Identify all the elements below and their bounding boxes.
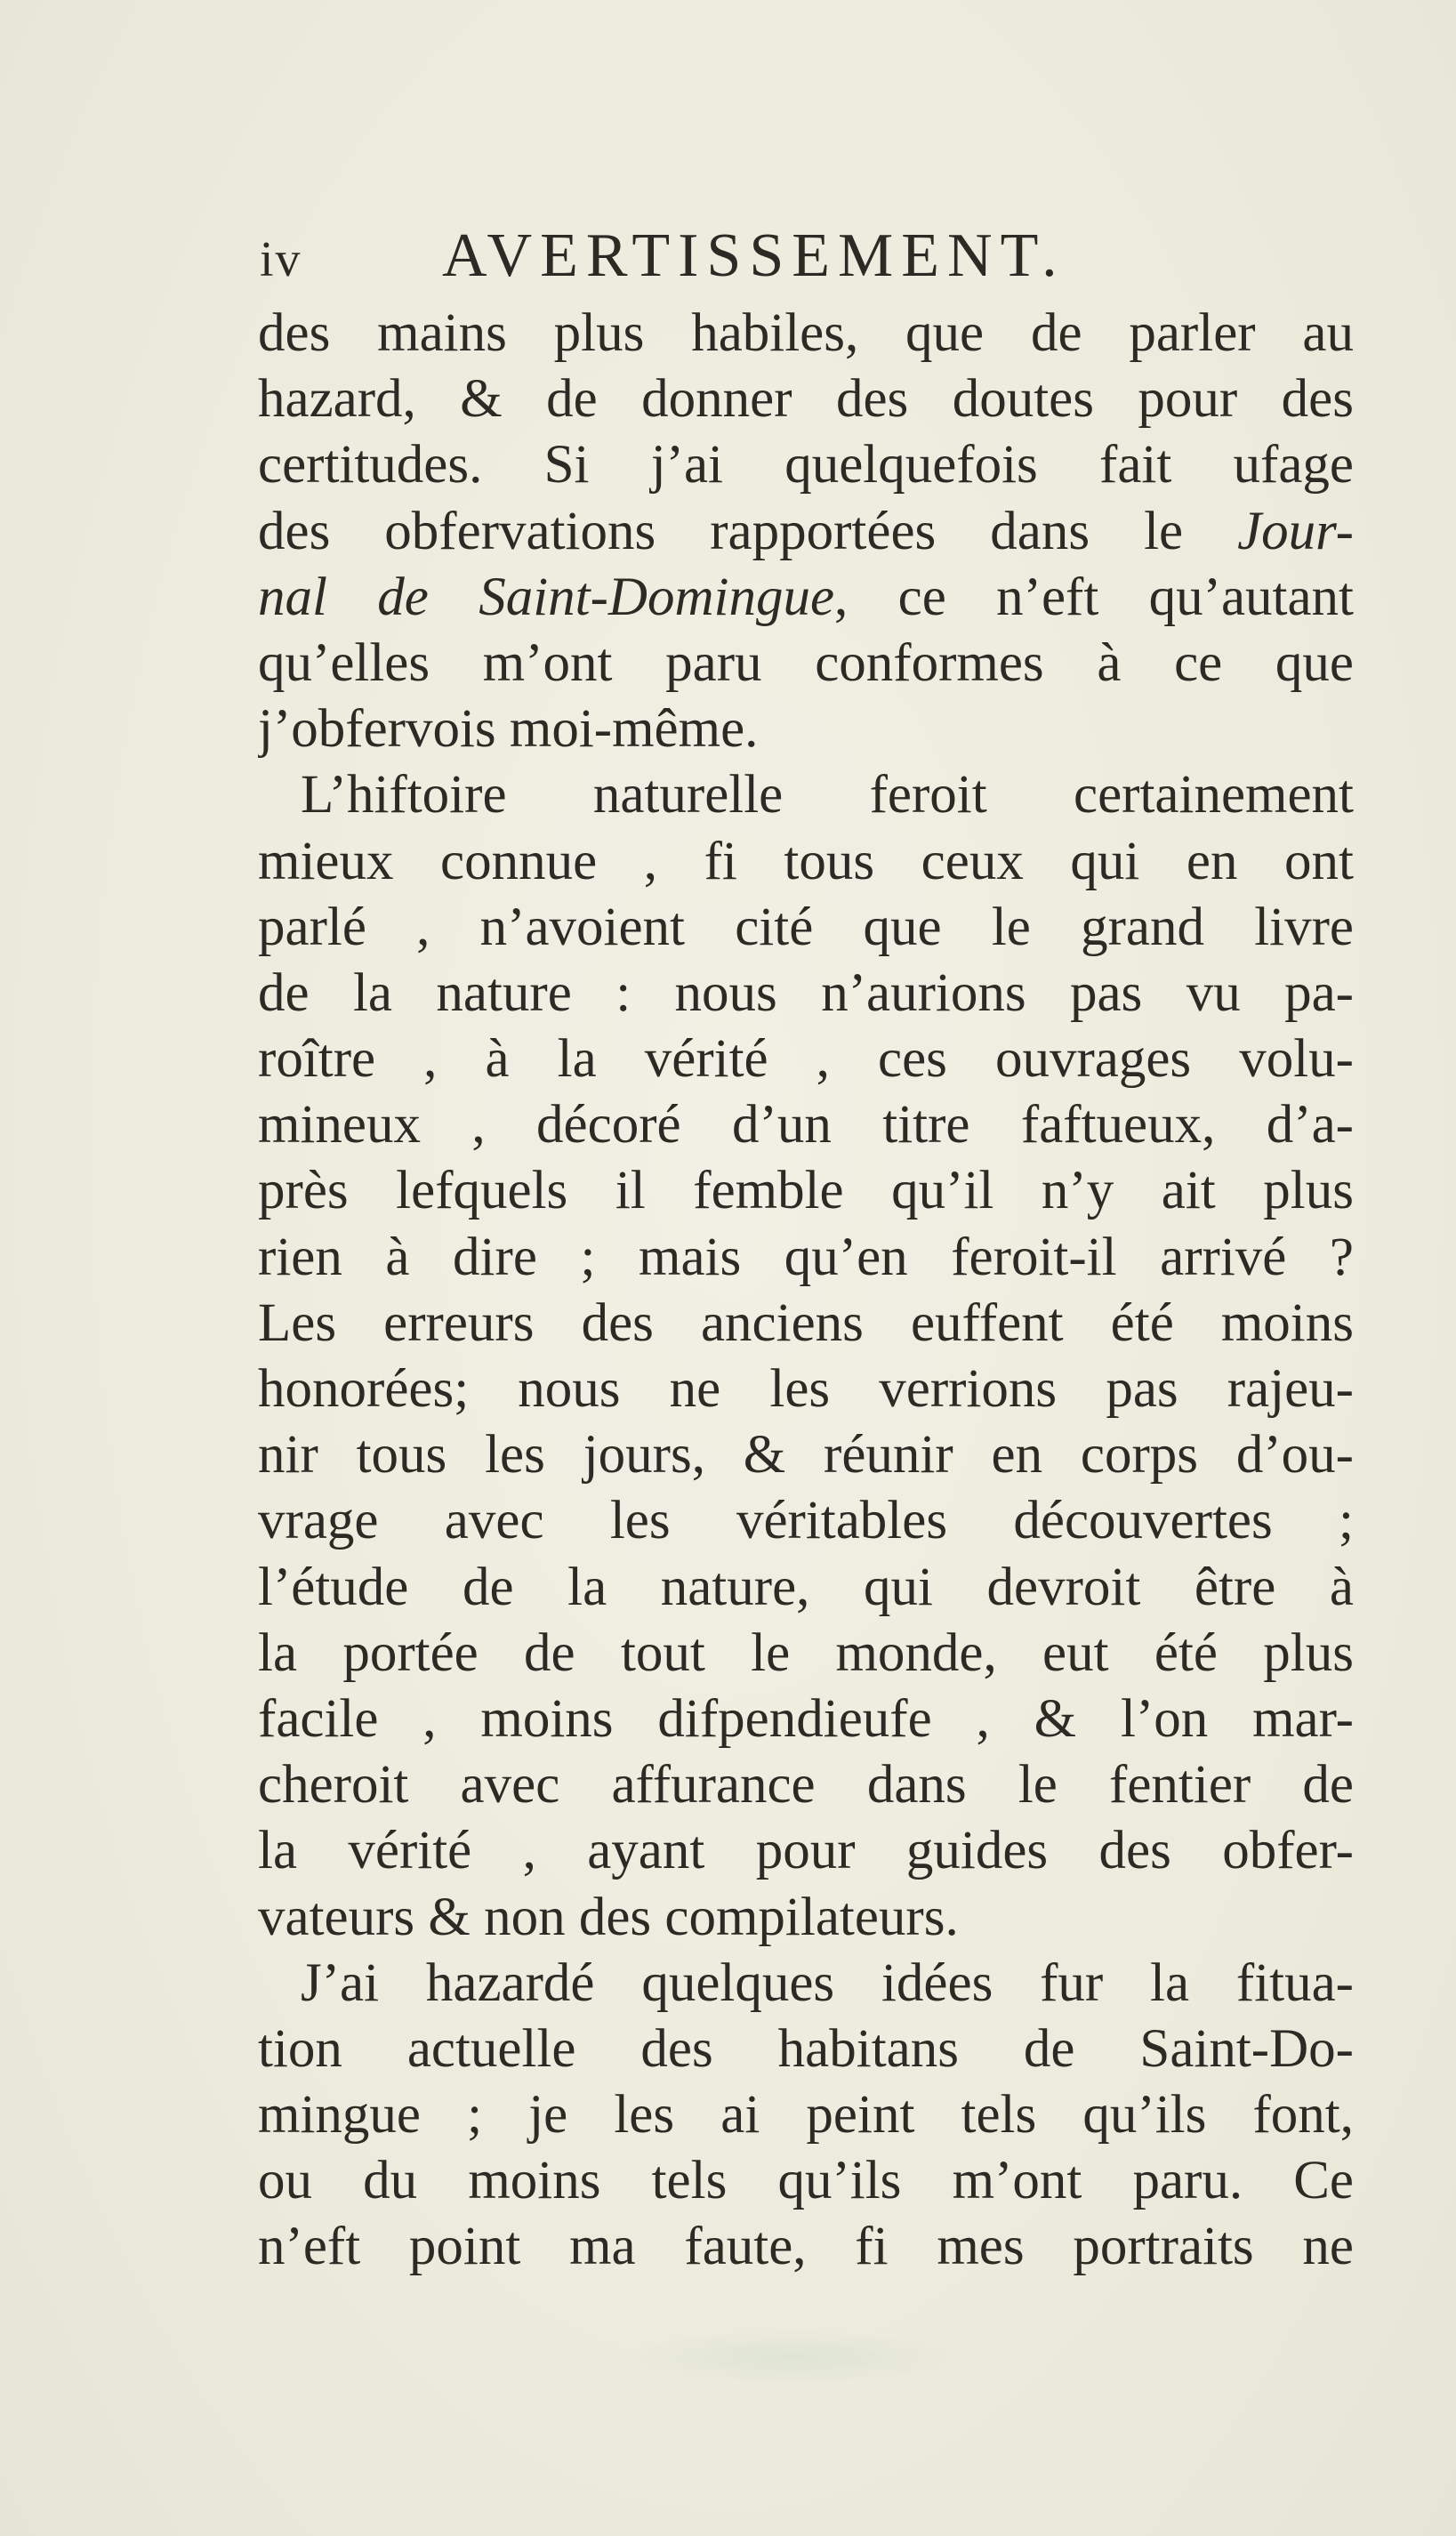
text-line: des mains plus habiles, que de parler au <box>258 303 1354 363</box>
text-line: de la nature : nous n’aurions pas vu pa- <box>258 962 1354 1023</box>
text-line: n’eft point ma faute, fi mes portraits ne <box>258 2217 1354 2277</box>
text-line <box>258 499 1354 565</box>
text-line: rien à dire ; mais qu’en feroit-il arrivé ? <box>258 1227 1354 1287</box>
text-line: mieux connue , fi tous ceux qui en ont <box>258 831 1354 891</box>
paragraph-first-line: L’hiftoire naturelle feroit certainement <box>301 765 1354 825</box>
text-line: l’étude de la nature, qui devroit être à <box>258 1557 1354 1617</box>
text-line: j’obfervois moi-même. <box>258 699 759 760</box>
text-line: tion actuelle des habitans de Saint-Do- <box>258 2018 1354 2079</box>
text-line: qu’elles m’ont paru conformes à ce que <box>258 632 1354 693</box>
text-line: mingue ; je les ai peint tels qu’ils font, <box>258 2085 1354 2146</box>
paragraph-first-line: J’ai hazardé quelques idées fur la fitua- <box>301 1952 1354 2013</box>
text-line: Les erreurs des anciens euffent été moins <box>258 1292 1354 1353</box>
text-line: facile , moins difpendieufe , & l’on mar- <box>258 1688 1354 1749</box>
text-line: près lefquels il femble qu’il n’y ait plus <box>258 1161 1354 1221</box>
text-line: hazard, & de donner des doutes pour des <box>258 369 1354 430</box>
paper-stain <box>623 2331 961 2384</box>
text-line: la portée de tout le monde, eut été plus <box>258 1622 1354 1683</box>
text-segment: des obfervations rapportées dans le <box>258 501 1238 561</box>
italic-title-fragment: nal de Saint-Domingue <box>258 567 835 627</box>
text-line <box>258 565 1354 631</box>
body-text <box>258 301 1354 2281</box>
text-line: ou du moins tels qu’ils m’ont paru. Ce <box>258 2151 1354 2211</box>
text-line: cheroit avec affurance dans le fentier de <box>258 1755 1354 1815</box>
text-line: mineux , décoré d’un titre faftueux, d’a- <box>258 1095 1354 1155</box>
text-line: la vérité , ayant pour guides des obfer- <box>258 1821 1354 1881</box>
italic-title-fragment: Jour- <box>1237 501 1354 561</box>
text-line: nir tous les jours, & réunir en corps d’ou- <box>258 1425 1354 1485</box>
text-line: roître , à la vérité , ces ouvrages volu- <box>258 1029 1354 1090</box>
page-header <box>260 221 1354 301</box>
text-line: honorées; nous ne les verrions pas rajeu- <box>258 1359 1354 1419</box>
running-title: AVERTISSEMENT. <box>442 221 1066 290</box>
text-line: parlé , n’avoient cité que le grand livre <box>258 897 1354 957</box>
text-line: certitudes. Si j’ai quelquefois fait ufage <box>258 435 1354 495</box>
text-line: vrage avec les véritables découvertes ; <box>258 1491 1354 1551</box>
page-number: iv <box>260 232 302 287</box>
text-line: vateurs & non des compilateurs. <box>258 1887 959 1947</box>
text-segment: , ce n’eft qu’autant <box>834 567 1354 627</box>
